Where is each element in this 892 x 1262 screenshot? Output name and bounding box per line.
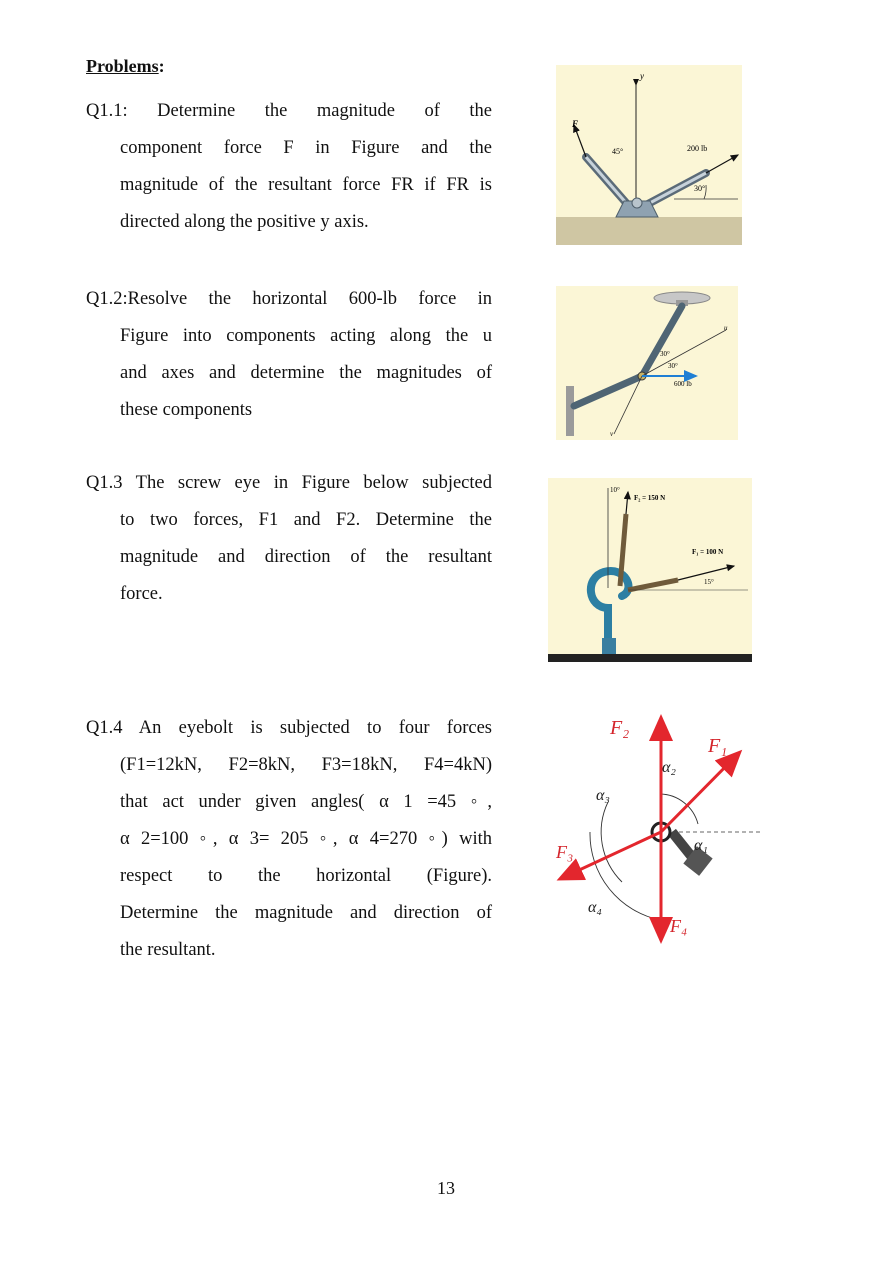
question-line: α 2=100 ◦, α 3= 205 ◦, α 4=270 ◦) with <box>120 829 492 849</box>
force-200-label: 200 lb <box>687 144 708 153</box>
question-line: magnitude of the resultant force FR if FR is <box>120 175 492 195</box>
question-line: (F1=12kN, F2=8kN, F3=18kN, F4=4kN) <box>120 755 492 775</box>
question-line: the resultant. <box>120 940 216 960</box>
question-line: to two forces, F1 and F2. Determine the <box>120 510 492 530</box>
question-1-4 <box>86 710 492 969</box>
figure-4-eyebolt <box>548 712 774 948</box>
question-1-3 <box>86 465 492 613</box>
question-line: these components <box>120 400 253 420</box>
page-number: 13 <box>437 1178 455 1198</box>
angle-left-label: 45° <box>612 147 624 156</box>
alpha-2-label: α₂ <box>662 759 676 776</box>
screw-shank <box>602 638 616 654</box>
force-f3-arrow <box>562 832 661 878</box>
heading-suffix: : <box>158 56 165 76</box>
force-f2-label: F₂ <box>610 717 630 739</box>
angle-15-label: 15° <box>704 578 714 586</box>
bracket-pin <box>632 198 642 208</box>
angle-top-label: 30° <box>660 350 670 358</box>
alpha-3-label: α₃ <box>596 787 610 804</box>
angle-right-label: 30° <box>694 184 706 193</box>
figure-2-frame <box>556 286 738 440</box>
force-f2-label: F₂ = 150 N <box>634 494 666 502</box>
force-f1-label: F₁ = 100 N <box>692 548 724 556</box>
figure-3-screw-eye <box>548 478 752 662</box>
heading-text: Problems <box>86 56 159 76</box>
figure-1-bracket <box>556 65 742 245</box>
question-line: and axes and determine the magnitudes of <box>120 363 492 383</box>
ground <box>556 217 742 245</box>
question-1-1 <box>86 93 492 241</box>
force-diagram <box>555 717 762 938</box>
force-f4-label: F₄ <box>670 916 688 936</box>
section-heading <box>86 56 165 77</box>
base-surface <box>548 654 752 662</box>
question-line: Q1.1: Determine the magnitude of the <box>86 101 492 121</box>
question-line: Figure into components acting along the u <box>120 326 492 346</box>
force-f3-label: F₃ <box>556 842 574 862</box>
wall <box>566 386 574 436</box>
question-line: Determine the magnitude and direction of <box>120 903 492 923</box>
force-f1-label: F₁ <box>708 735 728 757</box>
angle-10-label: 10° <box>610 486 620 494</box>
question-line: Q1.3 The screw eye in Figure below subjected <box>86 473 492 493</box>
y-axis-label: y <box>640 71 644 81</box>
figure-background <box>548 478 752 662</box>
question-line: that act under given angles( α 1 =45 ◦, <box>120 792 492 812</box>
alpha-1-label: α₁ <box>694 837 708 854</box>
alpha-3-arc <box>601 802 622 882</box>
question-line: component force F in Figure and the <box>120 138 492 158</box>
alpha-4-label: α₄ <box>588 899 602 916</box>
question-line: Q1.2:Resolve the horizontal 600-lb force in <box>86 289 492 309</box>
force-600-label: 600 lb <box>674 380 692 388</box>
question-line: magnitude and direction of the resultant <box>120 547 492 567</box>
angle-bottom-label: 30° <box>668 362 678 370</box>
question-line: Q1.4 An eyebolt is subjected to four forces <box>86 718 492 738</box>
u-axis-label: u <box>724 324 728 332</box>
v-axis-label: v <box>610 430 614 438</box>
question-1-2 <box>86 281 492 429</box>
question-line: force. <box>120 584 163 604</box>
force-f-label: F <box>572 119 579 129</box>
question-line: directed along the positive y axis. <box>120 212 369 232</box>
question-line: respect to the horizontal (Figure). <box>120 866 492 886</box>
